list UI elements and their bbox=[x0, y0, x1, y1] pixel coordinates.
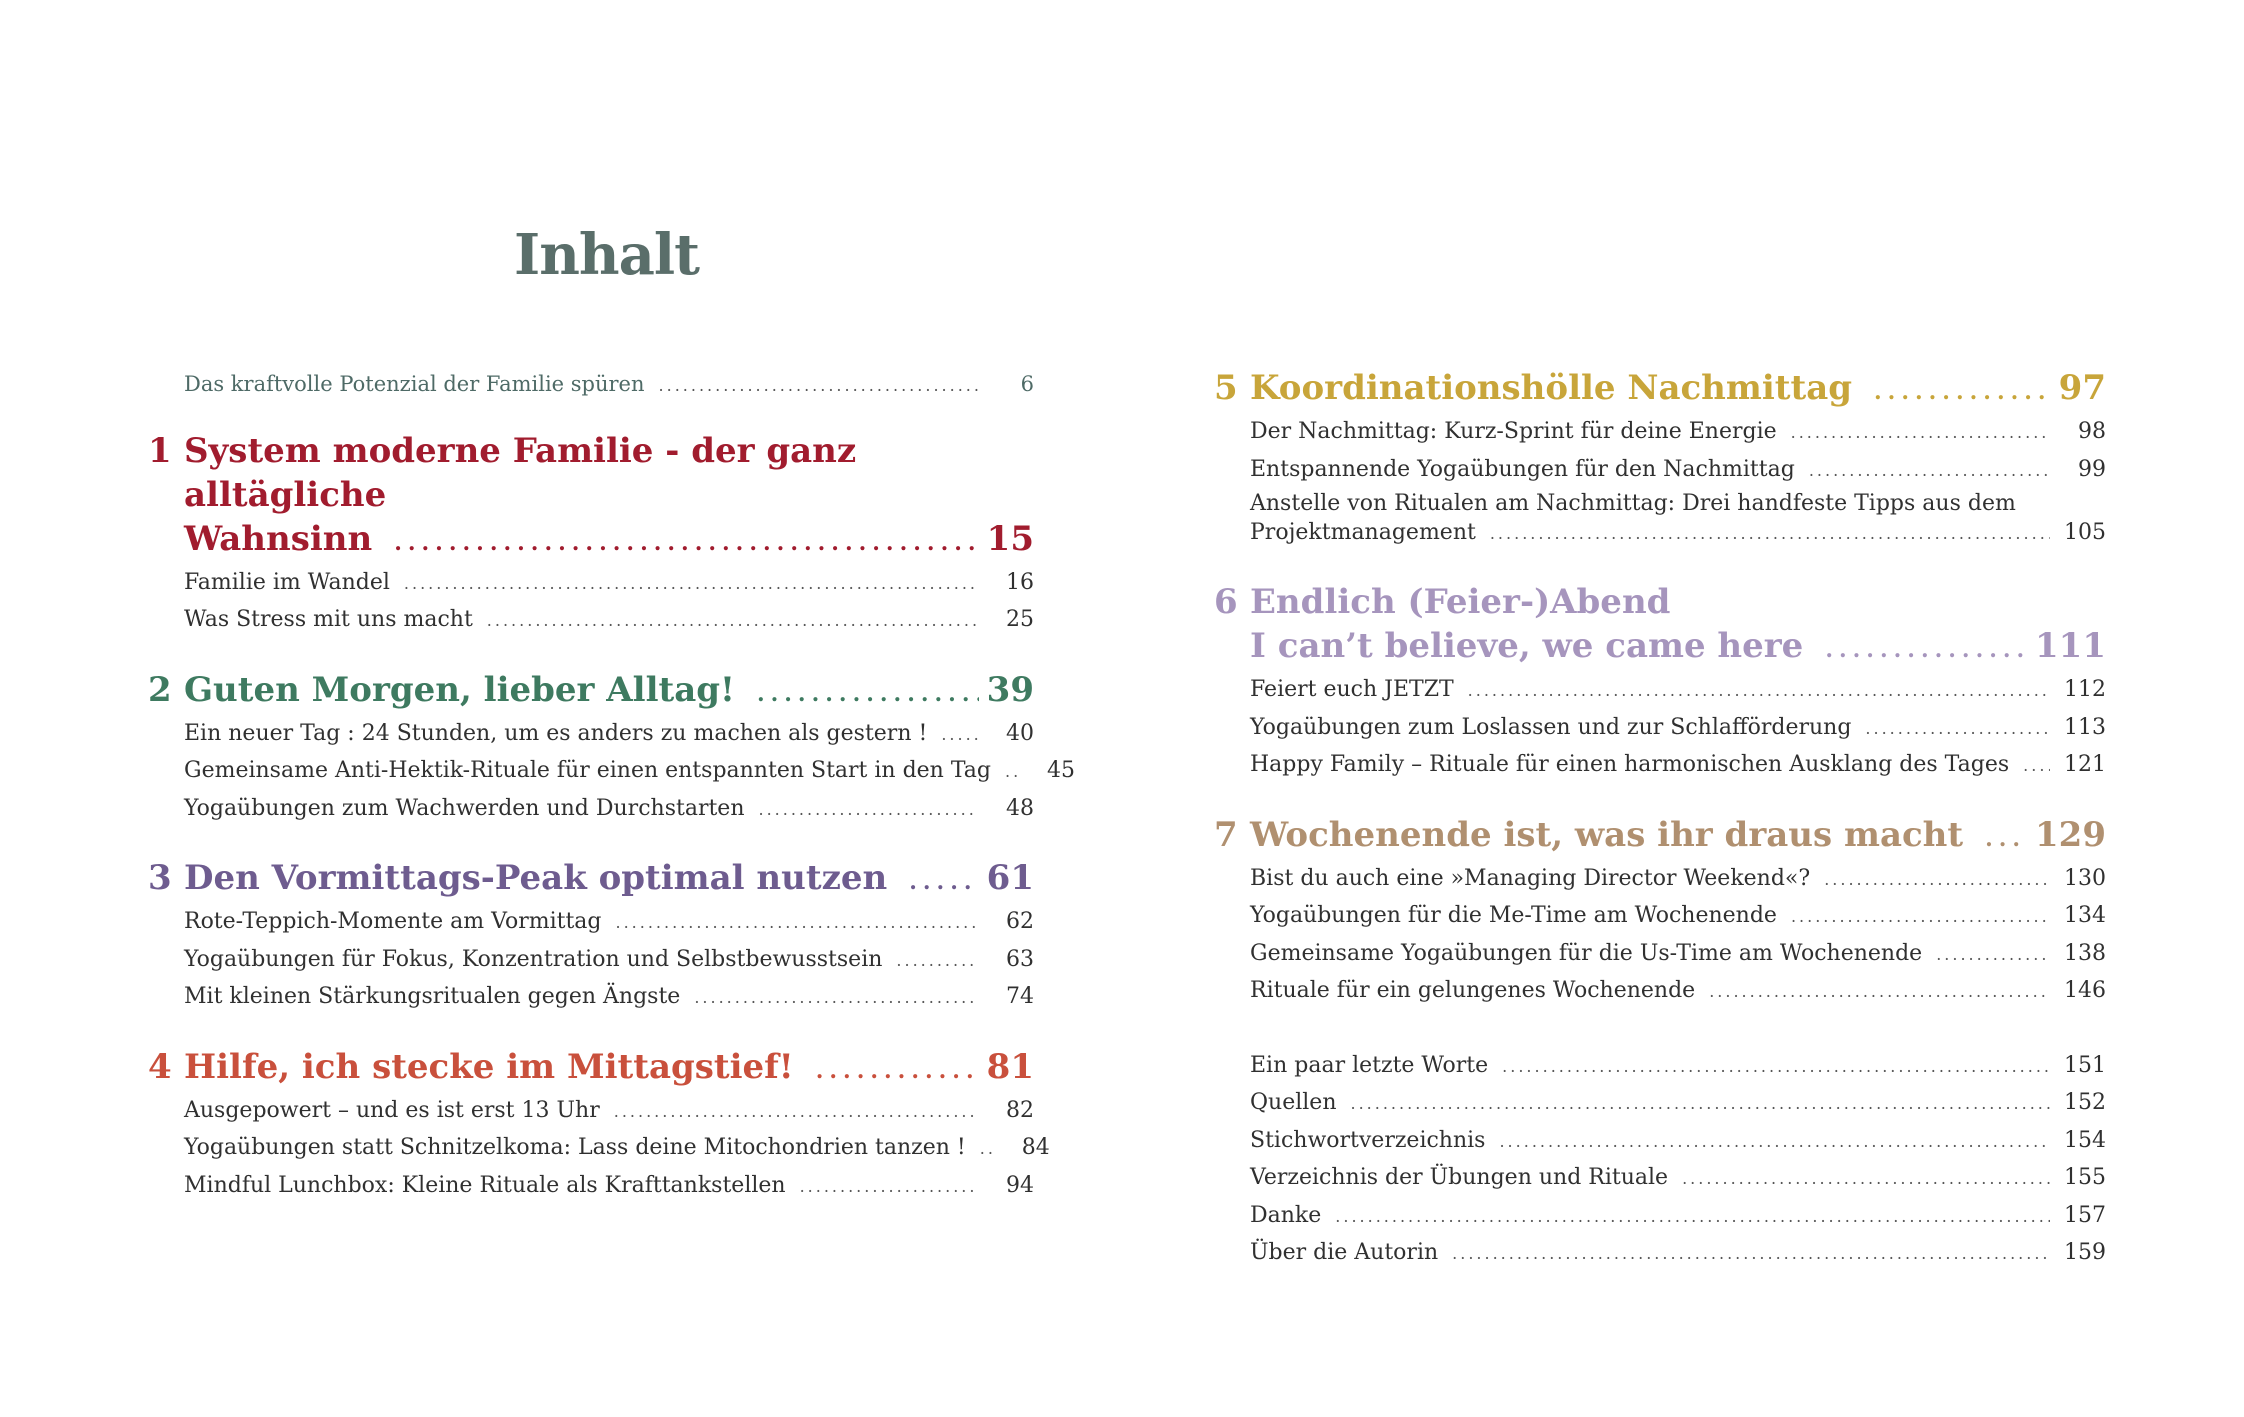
chapter-title-line1: System moderne Familie - der ganz alltägliche bbox=[184, 430, 857, 515]
chapter-2 bbox=[148, 668, 1034, 716]
dot-leader bbox=[694, 980, 978, 1017]
toc-entry-page: 40 bbox=[1006, 720, 1034, 746]
dot-leader bbox=[1502, 1049, 2050, 1086]
toc-entry-page: 62 bbox=[1006, 909, 1034, 934]
toc-entry-page: 113 bbox=[2064, 714, 2106, 740]
dot-leader bbox=[1791, 899, 2050, 936]
chapter-heading[interactable] bbox=[1214, 580, 2106, 624]
chapter-page: 111 bbox=[2035, 626, 2106, 666]
dot-leader bbox=[1335, 1199, 2050, 1236]
toc-entry-page: 94 bbox=[1006, 1172, 1034, 1198]
toc-appendix-entry[interactable] bbox=[1214, 1123, 2106, 1161]
toc-entry-page: 134 bbox=[2064, 903, 2106, 928]
dot-leader bbox=[1682, 1161, 2050, 1198]
dot-leader bbox=[980, 1131, 994, 1168]
dot-leader bbox=[896, 943, 978, 980]
chapter-heading[interactable] bbox=[148, 856, 1034, 904]
toc-entry-page: 151 bbox=[2064, 1052, 2106, 1078]
toc-entry-label: Rote-Teppich-Momente am Vormittag bbox=[184, 909, 602, 934]
toc-entry-label: Entspannende Yogaübungen für den Nachmittag bbox=[1250, 456, 1795, 482]
toc-entry-page: 154 bbox=[2064, 1127, 2106, 1153]
dot-leader bbox=[1791, 415, 2050, 452]
toc-appendix-entry[interactable] bbox=[1214, 1235, 2106, 1273]
toc-entry-page: 6 bbox=[1020, 372, 1034, 396]
toc-entry-page: 159 bbox=[2064, 1240, 2106, 1265]
dot-leader bbox=[404, 566, 978, 603]
chapter-title-line1: Endlich (Feier-)Abend bbox=[1250, 582, 1671, 622]
toc-entry-page: 98 bbox=[2078, 419, 2106, 444]
chapter-6 bbox=[1214, 580, 2106, 672]
toc-entry-label: Familie im Wandel bbox=[184, 569, 390, 595]
dot-leader bbox=[1499, 1124, 2050, 1161]
toc-entry-label: Yogaübungen für die Me-Time am Wochenende bbox=[1250, 903, 1777, 928]
toc-entry-page: 130 bbox=[2064, 865, 2106, 891]
chapter-heading[interactable] bbox=[148, 668, 1034, 716]
toc-entry[interactable] bbox=[148, 942, 1034, 980]
toc-entry-label: Yogaübungen für Fokus, Konzentration und Selbstbewusstsein bbox=[184, 946, 883, 972]
toc-appendix bbox=[1214, 1048, 2106, 1273]
toc-entry-page: 16 bbox=[1006, 569, 1034, 595]
toc-entry-label: Das kraftvolle Potenzial der Familie spüren bbox=[184, 372, 645, 396]
toc-entry[interactable] bbox=[1214, 414, 2106, 452]
dot-leader bbox=[1936, 937, 2050, 974]
toc-entry-label: Ein paar letzte Worte bbox=[1250, 1052, 1489, 1078]
chapter-3 bbox=[148, 856, 1034, 904]
toc-entry-label: Yogaübungen zum Wachwerden und Durchstarten bbox=[184, 795, 745, 821]
toc-entry-page: 152 bbox=[2064, 1090, 2106, 1115]
toc-entry[interactable] bbox=[148, 1168, 1034, 1206]
toc-right-column bbox=[1214, 366, 2106, 1273]
toc-entry-page: 121 bbox=[2064, 752, 2106, 777]
dot-leader bbox=[1874, 370, 2051, 414]
chapter-heading[interactable] bbox=[1214, 366, 2106, 414]
toc-entry[interactable] bbox=[1214, 861, 2106, 899]
toc-entry-page: 45 bbox=[1047, 758, 1076, 783]
chapter-number: 4 bbox=[148, 1046, 172, 1087]
toc-appendix-entry[interactable] bbox=[1214, 1198, 2106, 1236]
chapter-1 bbox=[148, 429, 1034, 565]
toc-entry-label: Mit kleinen Stärkungsritualen gegen Ängste bbox=[184, 984, 681, 1009]
toc-entry-label: Über die Autorin bbox=[1250, 1240, 1439, 1265]
toc-entry[interactable] bbox=[148, 602, 1034, 640]
dot-leader bbox=[941, 717, 978, 754]
toc-entry-label: Yogaübungen zum Loslassen und zur Schlafförderung bbox=[1250, 714, 1852, 740]
chapter-title: Hilfe, ich stecke im Mittagstief! bbox=[184, 1046, 794, 1087]
toc-intro-entry[interactable] bbox=[148, 366, 1034, 405]
dot-leader bbox=[1351, 1086, 2051, 1123]
toc-entry-label: Ein neuer Tag : 24 Stunden, um es anders zu machen als gestern ! bbox=[184, 720, 928, 746]
chapter-title: Guten Morgen, lieber Alltag! bbox=[184, 669, 735, 710]
toc-entry-page: 155 bbox=[2064, 1165, 2106, 1190]
toc-entry-label: Gemeinsame Yogaübungen für die Us-Time am Wochenende bbox=[1250, 940, 1923, 966]
dot-leader bbox=[757, 672, 979, 716]
toc-entry-label: Stichwortverzeichnis bbox=[1250, 1127, 1486, 1153]
toc-appendix-entry[interactable] bbox=[1214, 1048, 2106, 1086]
page-title: Inhalt bbox=[514, 222, 700, 288]
chapter-title: Koordinationshölle Nachmittag bbox=[1250, 368, 1853, 408]
toc-entry-page: 63 bbox=[1006, 946, 1034, 972]
toc-entry-page: 112 bbox=[2064, 677, 2106, 702]
toc-entry[interactable] bbox=[1214, 710, 2106, 748]
chapter-heading[interactable] bbox=[148, 429, 1034, 517]
chapter-title-line2: Wahnsinn bbox=[184, 518, 373, 559]
chapter-title: Den Vormittags-Peak optimal nutzen bbox=[184, 858, 888, 898]
toc-appendix-entry[interactable] bbox=[1214, 1085, 2106, 1123]
toc-entry-label: Danke bbox=[1250, 1202, 1322, 1228]
toc-entry-label: Happy Family – Rituale für einen harmonischen Ausklang des Tages bbox=[1250, 752, 2010, 777]
chapter-page: 39 bbox=[986, 669, 1034, 710]
toc-left-column bbox=[148, 366, 1076, 1205]
chapter-7 bbox=[1214, 813, 2106, 861]
chapter-heading-line2[interactable] bbox=[1214, 624, 2106, 672]
chapter-5 bbox=[1214, 366, 2106, 414]
dot-leader bbox=[394, 521, 978, 565]
toc-entry-label: Mindful Lunchbox: Kleine Rituale als Krafttankstellen bbox=[184, 1172, 786, 1198]
chapter-title-line2: I can’t believe, we came here bbox=[1250, 626, 1804, 666]
toc-entry[interactable] bbox=[148, 904, 1034, 942]
chapter-page: 97 bbox=[2058, 368, 2106, 408]
toc-entry-page: 84 bbox=[1021, 1135, 1050, 1160]
toc-entry[interactable] bbox=[1214, 747, 2106, 785]
chapter-title: Wochenende ist, was ihr draus macht bbox=[1250, 814, 1964, 855]
toc-entry[interactable] bbox=[148, 1093, 1034, 1131]
toc-entry-label: Verzeichnis der Übungen und Rituale bbox=[1250, 1165, 1669, 1190]
dot-leader bbox=[659, 368, 978, 405]
chapter-4 bbox=[148, 1045, 1034, 1093]
dot-leader bbox=[1824, 862, 2050, 899]
toc-entry[interactable] bbox=[148, 979, 1034, 1017]
chapter-number: 3 bbox=[148, 858, 172, 898]
toc-entry[interactable] bbox=[1214, 936, 2106, 974]
toc-entry-page: 157 bbox=[2064, 1202, 2106, 1228]
toc-entry-label: Rituale für ein gelungenes Wochenende bbox=[1250, 978, 1696, 1003]
chapter-heading[interactable] bbox=[148, 1045, 1034, 1093]
dot-leader bbox=[1468, 673, 2050, 710]
dot-leader bbox=[1825, 628, 2027, 672]
chapter-number: 5 bbox=[1214, 368, 1238, 408]
chapter-heading-line2[interactable] bbox=[148, 517, 1034, 565]
toc-entry[interactable] bbox=[148, 791, 1034, 829]
dot-leader bbox=[1709, 974, 2050, 1011]
chapter-number: 6 bbox=[1214, 582, 1238, 622]
chapter-page: 61 bbox=[986, 858, 1034, 898]
dot-leader bbox=[1005, 754, 1019, 791]
dot-leader bbox=[487, 603, 978, 640]
toc-entry-label: Feiert euch JETZT bbox=[1250, 677, 1454, 702]
toc-entry[interactable] bbox=[1214, 898, 2106, 936]
toc-entry-label: Yogaübungen statt Schnitzelkoma: Lass deine Mitochondrien tanzen ! bbox=[184, 1135, 966, 1160]
toc-entry[interactable] bbox=[1214, 973, 2106, 1011]
toc-entry-label: Projektmanagement bbox=[1250, 520, 1476, 545]
toc-entry[interactable] bbox=[1214, 672, 2106, 710]
chapter-page: 129 bbox=[2035, 814, 2106, 855]
toc-entry[interactable] bbox=[148, 716, 1034, 754]
dot-leader bbox=[615, 905, 978, 942]
chapter-page: 15 bbox=[986, 518, 1034, 559]
chapter-page: 81 bbox=[986, 1046, 1034, 1087]
toc-entry-label: Anstelle von Ritualen am Nachmittag: Drei handfeste Tipps aus dem bbox=[1250, 491, 2016, 516]
toc-entry[interactable] bbox=[148, 753, 1076, 791]
chapter-number: 2 bbox=[148, 669, 172, 710]
dot-leader bbox=[758, 792, 978, 829]
dot-leader bbox=[1809, 453, 2050, 490]
dot-leader bbox=[816, 1049, 979, 1093]
dot-leader bbox=[614, 1094, 978, 1131]
toc-entry-label: Ausgepowert – und es ist erst 13 Uhr bbox=[184, 1097, 600, 1123]
chapter-number: 7 bbox=[1214, 814, 1238, 855]
toc-entry[interactable] bbox=[148, 1130, 1050, 1168]
toc-entry-page: 82 bbox=[1006, 1097, 1034, 1123]
dot-leader bbox=[909, 860, 978, 904]
chapter-number: 1 bbox=[148, 430, 172, 471]
toc-entry-label: Der Nachmittag: Kurz-Sprint für deine Energie bbox=[1250, 419, 1777, 444]
chapter-heading[interactable] bbox=[1214, 813, 2106, 861]
toc-entry-page: 138 bbox=[2064, 940, 2106, 966]
toc-entry-label: Gemeinsame Anti-Hektik-Rituale für einen entspannten Start in den Tag bbox=[184, 758, 992, 783]
dot-leader bbox=[1452, 1236, 2050, 1273]
dot-leader bbox=[1985, 817, 2027, 861]
toc-entry[interactable] bbox=[1214, 452, 2106, 490]
toc-entry-line2[interactable] bbox=[1214, 518, 2106, 548]
dot-leader bbox=[1865, 711, 2050, 748]
toc-entry-label: Was Stress mit uns macht bbox=[184, 607, 473, 632]
toc-entry-label: Bist du auch eine »Managing Director Weekend«? bbox=[1250, 865, 1811, 891]
dot-leader bbox=[1490, 519, 2050, 548]
toc-appendix-entry[interactable] bbox=[1214, 1160, 2106, 1198]
toc-entry-page: 25 bbox=[1006, 607, 1034, 632]
toc-entry-line1[interactable] bbox=[1214, 489, 2106, 518]
dot-leader bbox=[2023, 748, 2050, 785]
toc-entry-label: Quellen bbox=[1250, 1090, 1337, 1115]
toc-entry-page: 105 bbox=[2064, 520, 2106, 545]
toc-entry-page: 146 bbox=[2064, 978, 2106, 1003]
toc-entry-page: 99 bbox=[2078, 456, 2106, 482]
toc-entry-page: 74 bbox=[1006, 984, 1034, 1009]
toc-entry-page: 48 bbox=[1006, 795, 1034, 821]
toc-entry[interactable] bbox=[148, 565, 1034, 603]
dot-leader bbox=[800, 1169, 978, 1206]
